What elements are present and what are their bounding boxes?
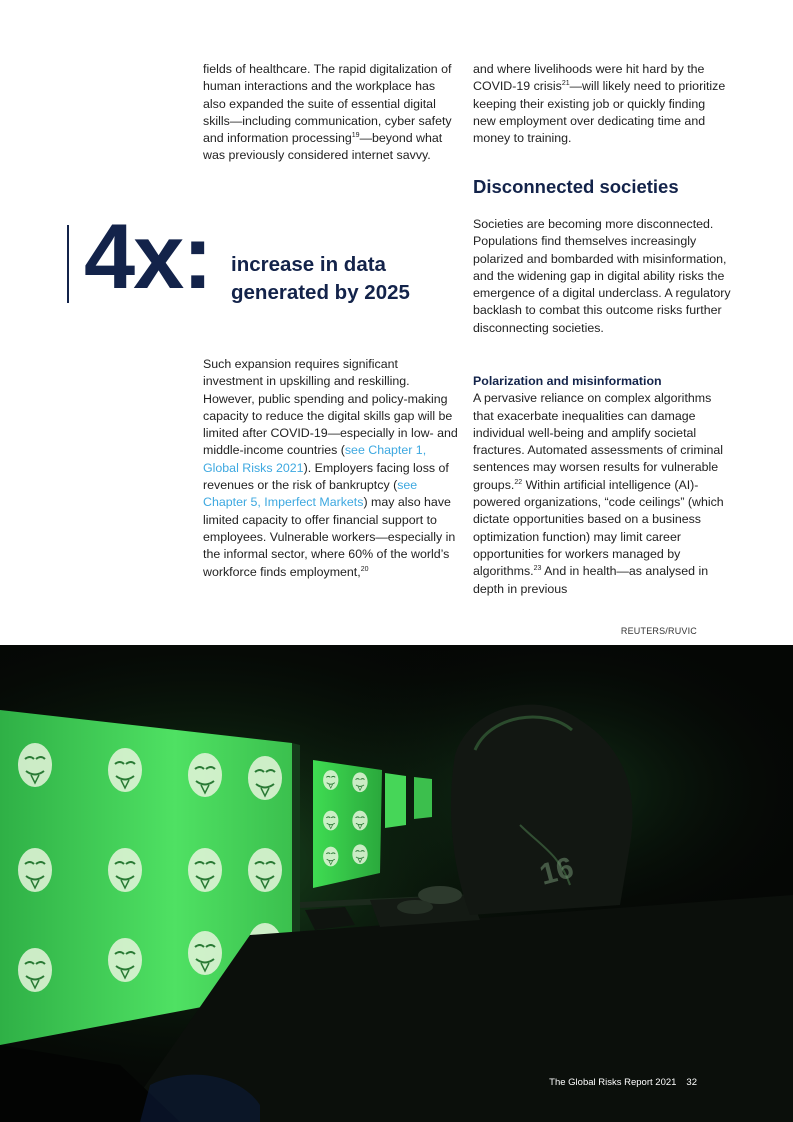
section-heading: Disconnected societies	[473, 176, 679, 197]
right-column-bottom	[473, 373, 731, 598]
chapter-1-link[interactable]: see Chapter 1, Global Risks 2021	[203, 443, 427, 475]
stat-number: 4x:	[84, 206, 211, 308]
footnote-ref[interactable]: 21	[561, 80, 570, 88]
left-column-top	[203, 61, 461, 165]
footnote-ref[interactable]: 23	[533, 565, 542, 573]
footnote-ref[interactable]: 22	[514, 478, 523, 486]
left-column-bottom	[203, 356, 461, 581]
hacker-photo-illustration	[0, 645, 793, 1122]
paragraph-text: ) may also have limited capacity to offer financial support to employees. Vulnerable workers—especially in the informal sector, where 60% of the world’s workforce finds employment,	[203, 495, 456, 579]
chapter-5-link[interactable]: see Chapter 5, Imperfect Markets	[203, 478, 418, 510]
svg-text:16: 16	[536, 851, 578, 892]
stat-caption: increase in data generated by 2025	[231, 253, 410, 304]
right-column-intro	[473, 216, 731, 337]
paragraph-text: fields of healthcare. The rapid digitalization of human interactions and the workplace has also expanded the suite of essential digital skills—including communication, cyber safety and information processing	[203, 62, 452, 146]
paragraph-text: —beyond what was previously considered internet savvy.	[203, 131, 443, 163]
page-footer	[539, 1077, 697, 1088]
photo-credit: REUTERS/RUVIC	[620, 626, 697, 636]
paragraph-text: —will likely need to prioritize keeping their existing job or quickly finding new employment over dedicating time and money to training.	[473, 79, 726, 146]
paragraph-text: ). Employers facing loss of revenues or the risk of bankruptcy (	[203, 460, 449, 493]
footnote-ref[interactable]: 20	[360, 565, 369, 573]
stat-accent-bar	[67, 225, 69, 303]
footnote-ref[interactable]: 19	[351, 132, 360, 140]
report-title: The Global Risks Report 2021	[549, 1077, 677, 1088]
paragraph-text: Within artificial intelligence (AI)-powered organizations, “code ceilings” (which dictate opportunities based on a business optimization function) may limit career opportunities for workers managed by algorithms.	[473, 477, 724, 579]
paragraph-text: Societies are becoming more disconnected. Populations find themselves increasingly polarized and bombarded with misinformation, and the widening gap in digital ability risks the emergence of a digital underclass. A regulatory backlash to combat this outcome risks further disconnecting societies.	[473, 217, 731, 335]
sub-heading: Polarization and misinformation	[473, 374, 662, 388]
page-number: 32	[686, 1077, 697, 1088]
paragraph-text: A pervasive reliance on complex algorithms that exacerbate inequalities can damage individual well-being and amplify societal fractures. Automated assessments of criminal sentences may worsen results for vulnerable groups.	[473, 391, 723, 492]
paragraph-text: And in health—as analysed in depth in previous	[473, 564, 709, 596]
paragraph-text: Such expansion requires significant investment in upskilling and reskilling. However, public spending and policy-making capacity to reduce the digital skills gap will be limited after COVID-19—especially in low- and middle-income countries (	[203, 357, 458, 458]
hacker-photo	[0, 645, 793, 1122]
paragraph-text: and where livelihoods were hit hard by the COVID-19 crisis	[473, 62, 705, 94]
right-column-top	[473, 61, 731, 147]
